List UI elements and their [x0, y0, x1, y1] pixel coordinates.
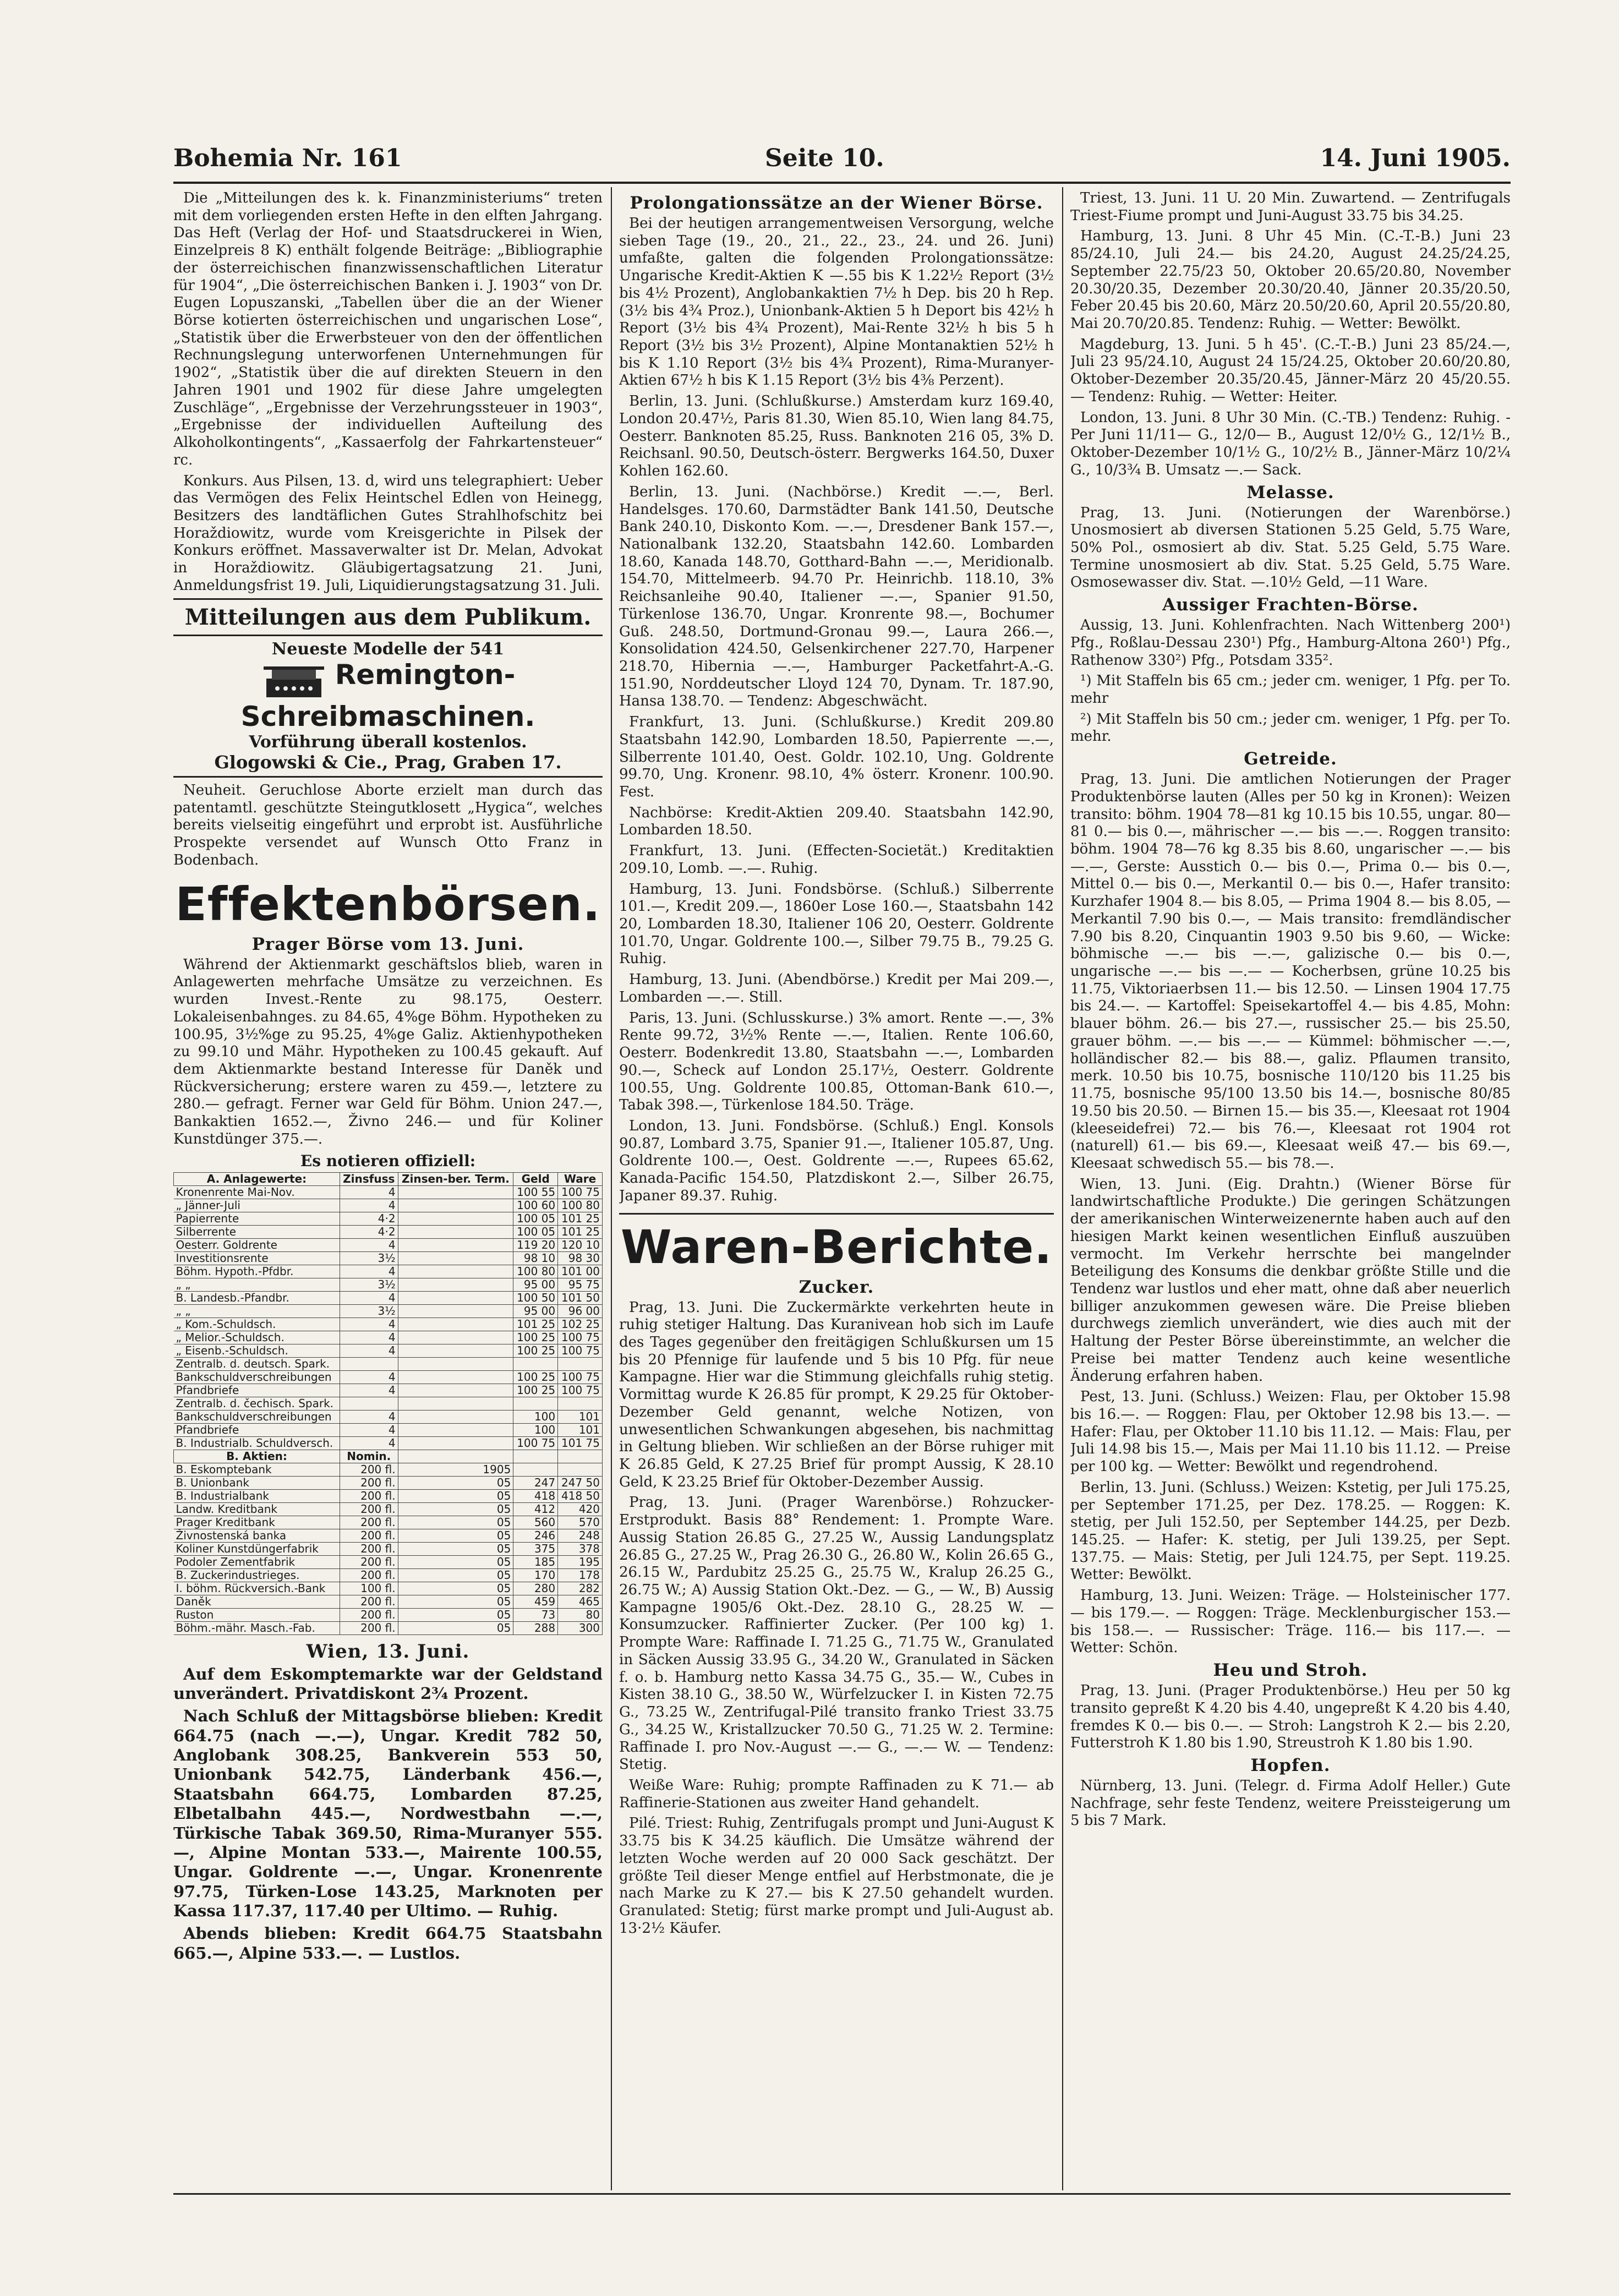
table-cell: [398, 1318, 513, 1331]
prager-boerse-title: Prager Börse vom 13. Juni.: [251, 934, 524, 954]
table-header-cell: Nomin.: [340, 1450, 398, 1463]
table-cell: 101: [558, 1410, 603, 1423]
table-cell: 100 75: [558, 1331, 603, 1344]
table-cell: 246: [513, 1529, 558, 1542]
section-waren-berichte: Waren-Berichte.: [619, 1213, 1054, 1274]
table-header-cell: Zinsfuss: [340, 1172, 398, 1185]
table-cell: 05: [398, 1621, 513, 1634]
wien-title: Wien, 13. Juni.: [306, 1640, 470, 1663]
table-cell: 3½: [340, 1251, 398, 1265]
ad-line-4: Glogowski & Cie., Prag, Graben 17.: [214, 752, 562, 773]
table-cell: 100: [513, 1410, 558, 1423]
section-mitteilungen: Mitteilungen aus dem Publikum.: [173, 598, 603, 630]
table-row: [174, 1423, 603, 1436]
table-cell: B. Eskomptebank: [174, 1463, 340, 1476]
table-header-cell: B. Aktien:: [174, 1450, 340, 1463]
table-cell: 247: [513, 1476, 558, 1489]
article-heu: Prag, 13. Juni. (Prager Produktenbörse.) Heu per 50 kg transito gepreßt K 4.20 bis 4.40, ungepreßt K 4.20 bis 4.40, fremdes K 0.— bis 0.—. — Stroh: Langstroh K 2.— bis 2.20, Futterstroh K 1.80 bis 1.90, Streustroh K 1.80 bis 1.90.: [1070, 1682, 1511, 1752]
header-rule: [173, 182, 1511, 184]
article-melasse: Prag, 13. Juni. (Notierungen der Warenbörse.) Unosmosiert ab diversen Stationen 5.25 Geld, 5.75 Ware, 50% Pol., osmosiert ab div. Stat. 5.25 Geld, 5.75 Ware. Termine unosmosiert ab div. Stat. 5.25 Geld, 5.75 Ware. Osmosewasser div. Stat. —.10½ Geld, —11 Ware.: [1070, 504, 1511, 591]
table-cell: 100 80: [558, 1199, 603, 1212]
table-cell: 101 25: [513, 1318, 558, 1331]
table-cell: 98 10: [513, 1251, 558, 1265]
table-cell: Zentralb. d. deutsch. Spark.: [174, 1357, 340, 1370]
table-row: [174, 1489, 603, 1502]
table-cell: [398, 1344, 513, 1357]
table-cell: 98 30: [558, 1251, 603, 1265]
table-cell: 101 75: [558, 1436, 603, 1450]
table-cell: [398, 1410, 513, 1423]
table-cell: 4: [340, 1238, 398, 1251]
table-row: [174, 1225, 603, 1238]
table-cell: 200 fl.: [340, 1621, 398, 1634]
table-cell: 200 fl.: [340, 1568, 398, 1582]
article-hopfen: Nürnberg, 13. Juni. (Telegr. d. Firma Adolf Heller.) Gute Nachfrage, sehr feste Tendenz, weitere Preissteigerung um 5 bis 7 Mark.: [1070, 1777, 1511, 1829]
table-cell: Kronenrente Mai-Nov.: [174, 1185, 340, 1199]
article-hamburg-fondsboerse: Hamburg, 13. Juni. Fondsbörse. (Schluß.) Silberrente 101.—, Kredit 209.—, 1860er Lose 160.—, Staatsbahn 142 20, Lombarden 18.30, Italiener 106 20, Oesterr. Goldrente 101.70, Ungar. Goldrente 100.—, Silber 79.75 B., 79.25 G. Ruhig.: [619, 881, 1054, 967]
article-hamburg-abendboerse: Hamburg, 13. Juni. (Abendbörse.) Kredit per Mai 209.—, Lombarden —.—. Still.: [619, 971, 1054, 1005]
table-cell: [398, 1251, 513, 1265]
table-cell: [398, 1291, 513, 1304]
table-cell: [340, 1357, 398, 1370]
exchange-rate-table: [173, 1172, 603, 1635]
table-cell: B. Industrialbank: [174, 1489, 340, 1502]
table-row: [174, 1410, 603, 1423]
table-cell: 100 05: [513, 1212, 558, 1225]
aussiger-title: Aussiger Frachten-Börse.: [1162, 595, 1419, 615]
header-publication: Bohemia Nr. 161: [173, 144, 402, 172]
table-cell: 200 fl.: [340, 1489, 398, 1502]
table-cell: [340, 1397, 398, 1410]
table-cell: 178: [558, 1568, 603, 1582]
table-cell: 200 fl.: [340, 1529, 398, 1542]
table-cell: [398, 1225, 513, 1238]
table-row: [174, 1370, 603, 1384]
table-cell: 05: [398, 1568, 513, 1582]
table-cell: 4·2: [340, 1225, 398, 1238]
table-row: [174, 1463, 603, 1476]
table-cell: 465: [558, 1595, 603, 1608]
table-row: [174, 1265, 603, 1278]
table-cell: „ „: [174, 1278, 340, 1291]
table-cell: 195: [558, 1555, 603, 1568]
table-cell: 100 80: [513, 1265, 558, 1278]
table-cell: 4: [340, 1344, 398, 1357]
table-row: [174, 1621, 603, 1634]
table-cell: 05: [398, 1595, 513, 1608]
table-cell: 170: [513, 1568, 558, 1582]
table-cell: 100 50: [513, 1291, 558, 1304]
article-zucker-warenboerse: Prag, 13. Juni. (Prager Warenbörse.) Rohzucker-Erstprodukt. Basis 88° Rendement: 1. Prompte Ware. Aussig Station 26.85 G., 27.25 W., Aussig Landungsplatz 26.85 G., 27.25 W., Prag 26.30 G., 26.80 W., Kolin 26.65 G., 26.15 W., Pardubitz 25.25 G., 25.75 W., Kralup 26.25 G., 26.75 W.; A) Aussig Station Okt.-Dez. — G., — W., B) Aussig Kampagne 1905/6 Okt.-Dez. 28.10 G., 28.25 W. — Konsumzucker. Raffinierter Zucker. (Per 100 kg) 1. Prompte Ware: Raffinade I. 71.25 G., 71.75 W., Granulated in Säcken Aussig 33.95 G., 34.20 W., Granulated in Säcken f. o. b. Hamburg netto Kassa 34.75 G., 35.— W., Cubes in Kisten 38.10 G., 38.50 W., Würfelzucker I. in Kisten 72.75 G., 73.25 W., Zentrifugal-Pilé transito franko Triest 33.75 G., 34.25 W., Kristallzucker 70.50 G., 71.25 W. 2. Termine: Raffinade I. pro Nov.-August —.— G., —.— W. — Tendenz: Stetig.: [619, 1494, 1054, 1773]
footnote-2: ²) Mit Staffeln bis 50 cm.; jeder cm. weniger, 1 Pfg. per To. mehr.: [1070, 710, 1511, 745]
table-cell: 101 00: [558, 1265, 603, 1278]
article-weisse-ware: Weiße Ware: Ruhig; prompte Raffinaden zu K 71.— ab Raffinerie-Stationen aus zweiter Hand gehandelt.: [619, 1776, 1054, 1811]
table-row: [174, 1344, 603, 1357]
table-cell: [513, 1357, 558, 1370]
table-row: [174, 1516, 603, 1529]
table-cell: 280: [513, 1582, 558, 1595]
table-row: [174, 1542, 603, 1555]
zucker-title: Zucker.: [798, 1277, 874, 1297]
table-header-cell: Geld: [513, 1172, 558, 1185]
table-cell: Bankschuldverschreibungen: [174, 1410, 340, 1423]
table-cell: 375: [513, 1542, 558, 1555]
table-cell: 95 00: [513, 1304, 558, 1318]
page-header: [173, 144, 1511, 177]
heu-title: Heu und Stroh.: [1213, 1660, 1368, 1681]
table-cell: 101 50: [558, 1291, 603, 1304]
table-cell: 119 20: [513, 1238, 558, 1251]
table-cell: „ Eisenb.-Schuldsch.: [174, 1344, 340, 1357]
article-frankfurt-societaet: Frankfurt, 13. Juni. (Effecten-Societät.) Kreditaktien 209.10, Lomb. —.—. Ruhig.: [619, 843, 1054, 877]
table-cell: Investitionsrente: [174, 1251, 340, 1265]
table-cell: [398, 1199, 513, 1212]
table-cell: B. Zuckerindustrieges.: [174, 1568, 340, 1582]
hopfen-title: Hopfen.: [1250, 1755, 1331, 1775]
table-cell: [398, 1212, 513, 1225]
table-cell: 100 75: [558, 1370, 603, 1384]
header-page-number: Seite 10.: [765, 144, 884, 172]
table-cell: [398, 1436, 513, 1450]
table-caption: Es notieren offiziell:: [300, 1151, 476, 1170]
table-cell: 95 00: [513, 1278, 558, 1291]
article-prolongation: Bei der heutigen arrangementweisen Versorgung, welche sieben Tage (19., 20., 21., 22., 23., 24. und 26. Juni) umfaßte, galten die folgenden Prolongationssätze: Ungarische Kredit-Aktien K —.55 bis K 1.22½ Report (3½ bis 4½ Prozent), Anglobankaktien 7½ h Dep. bis 20 h Rep. (3½ bis 4¾ Proz.), Unionbank-Aktien 5 h Deport bis 42½ h Report (3½ bis 4¾ Prozent), Mai-Rente 32½ h bis 5 h Report (3½ bis 3½ Prozent), Alpine Montanaktien 52½ h bis K 1.10 Report (3½ bis 4¾ Prozent), Rima-Muranyer-Aktien 67½ h bis K 1.15 Report (3½ bis 4⅜ Perzent).: [619, 215, 1054, 389]
table-row: [174, 1304, 603, 1318]
table-cell: 100 25: [513, 1344, 558, 1357]
table-cell: Böhm. Hypoth.-Pfdbr.: [174, 1265, 340, 1278]
table-cell: 100 55: [513, 1185, 558, 1199]
article-finanzministerium: Die „Mitteilungen des k. k. Finanzministeriums“ treten mit dem vorliegenden ersten Hefte in den elften Jahrgang. Das Heft (Verlag der Hof- und Staatsdruckerei in Wien, Einzelpreis 8 K) enthält folgende Beiträge: „Bibliographie der österreichischen finanzwissenschaftlichen Literatur für 1904“, „Die österreichischen Banken i. J. 1903“ von Dr. Eugen Lopuszanski, „Tabellen über die an der Wiener Börse kotierten österreichischen und ungarischen Lose“, „Statistik über die Erwerbsteuer von den der öffentlichen Rechnungslegung unterworfenen Unternehmungen für 1902“, „Statistik über die auf direkten Steuern in den Jahren 1901 und 1902 für diese Jahre umgelegten Zuschläge“, „Ergebnisse der Verzehrungssteuer in 1903“, „Ergebnisse der individuellen Aufteilung des Alkoholkontingents“, „Kassaerfolg der Fahrkartensteuer“ rc.: [173, 190, 603, 468]
table-cell: Pfandbriefe: [174, 1384, 340, 1397]
table-cell: 4: [340, 1370, 398, 1384]
table-cell: Böhm.-mähr. Masch.-Fab.: [174, 1621, 340, 1634]
table-row: [174, 1185, 603, 1199]
column-3: [1070, 190, 1511, 2190]
table-cell: „ Kom.-Schuldsch.: [174, 1318, 340, 1331]
table-cell: 05: [398, 1608, 513, 1621]
article-berlin-schluss: Berlin, 13. Juni. (Schlußkurse.) Amsterdam kurz 169.40, London 20.47½, Paris 81.30, Wien 85.10, Wien lang 84.75, Oesterr. Banknoten 85.25, Russ. Banknoten 216 05, 3% D. Reichsanl. 90.50, Deutsch-österr. Bergwerks 164.50, Duxer Kohlen 162.60.: [619, 393, 1054, 480]
table-row: [174, 1595, 603, 1608]
table-cell: B. Unionbank: [174, 1476, 340, 1489]
table-cell: 96 00: [558, 1304, 603, 1318]
table-cell: 3½: [340, 1304, 398, 1318]
table-cell: 05: [398, 1582, 513, 1595]
article-magdeburg: Magdeburg, 13. Juni. 5 h 45'. (C.-T.-B.) Juni 23 85/24.—, Juli 23 95/24.10, August 24 15/24.25, Oktober 20.60/20.80, Oktober-Dezember 20.35/20.45, Jänner-März 20 45/20.55. — Tendenz: Ruhig. — Wetter: Heiter.: [1070, 336, 1511, 405]
table-cell: 185: [513, 1555, 558, 1568]
table-cell: Daněk: [174, 1595, 340, 1608]
table-cell: [558, 1463, 603, 1476]
table-row: [174, 1436, 603, 1450]
article-triest: Triest, 13. Juni. 11 U. 20 Min. Zuwartend. — Zentrifugals Triest-Fiume prompt und Juni-August 33.75 bis 34.25.: [1070, 190, 1511, 224]
article-getreide-berlin: Berlin, 13. Juni. (Schluss.) Weizen: Kstetig, per Juli 175.25, per September 171.25, per Dez. 178.25. — Roggen: K. stetig, per Juli 152.50, per September 144.25, per Dezb. 145.25. — Hafer: K. stetig, per Juli 139.25, per Sept. 137.75. — Mais: Stetig, per Juli 124.75, per Sept. 119.25. Wetter: Bewölkt.: [1070, 1479, 1511, 1583]
article-kohlenfrachten: Aussig, 13. Juni. Kohlenfrachten. Nach Wittenberg 200¹) Pfg., Roßlau-Dessau 230¹) Pfg., Hamburg-Altona 260¹) Pfg., Rathenow 330²) Pfg., Potsdam 335².: [1070, 617, 1511, 669]
table-cell: Podoler Zementfabrik: [174, 1555, 340, 1568]
table-row: [174, 1397, 603, 1410]
table-cell: 100 25: [513, 1384, 558, 1397]
table-row: [174, 1555, 603, 1568]
table-cell: 100 75: [513, 1436, 558, 1450]
table-cell: B. Industrialb. Schuldversch.: [174, 1436, 340, 1450]
table-row: [174, 1318, 603, 1331]
table-cell: 200 fl.: [340, 1608, 398, 1621]
table-cell: 282: [558, 1582, 603, 1595]
table-row: [174, 1582, 603, 1595]
article-frankfurt-nachboerse: Nachbörse: Kredit-Aktien 209.40. Staatsbahn 142.90, Lombarden 18.50.: [619, 804, 1054, 839]
table-cell: 4: [340, 1318, 398, 1331]
table-cell: 05: [398, 1542, 513, 1555]
table-cell: [398, 1185, 513, 1199]
table-cell: [398, 1370, 513, 1384]
table-cell: 100 fl.: [340, 1582, 398, 1595]
article-frankfurt-schluss: Frankfurt, 13. Juni. (Schlußkurse.) Kredit 209.80 Staatsbahn 142.90, Lombarden 18.50, Papierrente —.—, Silberrente 101.40, Oest. Goldr. 102.10, Ung. Goldrente 99.70, Ung. Kronenr. 98.10, 4% österr. Kronenr. 100.90. Fest.: [619, 714, 1054, 800]
table-cell: 101: [558, 1423, 603, 1436]
article-getreide-prag: Prag, 13. Juni. Die amtlichen Notierungen der Prager Produktenbörse lauten (Alles per 50 kg in Kronen): Weizen transito: böhm. 1904 78—81 kg 10.15 bis 10.55, ungar. 80—81 0.— bis 0.—, mährischer —.— bis —.—. Roggen transito: böhm. 1904 78—76 kg 8.35 bis 8.60, ungarischer —.— bis —.—, Gerste: Ausstich 0.— bis 0.—, Prima 0.— bis 0.—, Mittel 0.— bis 0.—, Merkantil 0.— bis 0.—, Hafer transito: Kurzhafer 1904 8.— bis 8.05, — Prima 1904 8.— bis 8.05, — Merkantil 7.90 bis 0.—, — Mais transito: fremdländischer 7.90 bis 8.20, Cinquantin 1903 9.50 bis 9.60, — Wicke: böhmische —.— bis —.—, galizische 0.— bis 0.—, ungarische —.— bis —.— — Kocherbsen, grüne 10.25 bis 11.75, Viktoriaerbsen 11.— bis 12.50. — Linsen 1904 17.75 bis 24.—. — Kartoffel: Speisekartoffel 4.— bis 4.85, Mohn: blauer böhm. 26.— bis 27.—, russischer 25.— bis 25.50, grauer böhm. —.— bis —.— — Kümmel: böhmischer —.—, holländischer 82.— bis 88.—, galiz. Pflaumen transito, merk. 10.50 bis 10.75, bosnische 110/120 bis 11.25 bis 11.75, bosnische 95/100 13.50 bis 14.—, bosnische 80/85 19.50 bis 20.50. — Birnen 15.— bis 35.—, Kleesaat rot 1904 (kleeseidefrei) 72.— bis 76.—, Kleesaat rot 1904 rot (naturell) 61.— bis 69.—, Kleesaat weiß 47.— bis 69.—, Kleesaat schwedisch 55.— bis 78.—.: [1070, 771, 1511, 1172]
article-mittagsboerse: Nach Schluß der Mittagsbörse blieben: Kredit 664.75 (nach —.—), Ungar. Kredit 782 50, Anglobank 308.25, Bankverein 553 50, Unionbank 542.75, Länderbank 456.—, Staatsbahn 664.75, Lombarden 87.25, Elbetalbahn 445.—, Nordwestbahn —.—, Türkische Tabak 369.50, Rima-Muranyer 555.—, Alpine Montan 533.—, Mairente 100.55, Ungar. Goldrente —.—, Ungar. Kronenrente 97.75, Türken-Lose 143.25, Marknoten per Kassa 117.37, 117.40 per Ultimo. — Ruhig.: [173, 1707, 603, 1921]
table-cell: [398, 1384, 513, 1397]
table-cell: Prager Kreditbank: [174, 1516, 340, 1529]
table-cell: 247 50: [558, 1476, 603, 1489]
table-cell: [558, 1357, 603, 1370]
article-berlin-nachboerse: Berlin, 13. Juni. (Nachbörse.) Kredit —.—, Berl. Handelsges. 170.60, Darmstädter Bank 141.50, Deutsche Bank 240.10, Diskonto Kom. —.—, Dresdener Bank 157.—, Nationalbank 132.20, Staatsbahn 142.60. Lombarden 18.60, Kanada 148.70, Gotthard-Bahn —.—, Meridionalb. 154.70, Mittelmeerb. 94.70 Pr. Heinrichb. 118.10, 3% Reichsanleihe 90.40, Italiener —.—, Spanier 91.50, Türkenlose 136.70, Ungar. Kronrente 98.—, Bochumer Guß. 248.50, Dortmund-Gronau 99.—, Laura 266.—, Konsolidation 424.50, Gelsenkirchener 227.70, Harpener 218.70, Hibernia —.—, Hamburger Packetfahrt-A.-G. 151.90, Norddeutscher Lloyd 124 70, Dynam. Tr. 187.90, Hansa 138.70. — Tendenz: Abgeschwächt.: [619, 483, 1054, 710]
table-cell: [398, 1265, 513, 1278]
table-row: [174, 1238, 603, 1251]
table-cell: 101 25: [558, 1212, 603, 1225]
table-cell: 4: [340, 1185, 398, 1199]
table-header-cell: A. Anlagewerte:: [174, 1172, 340, 1185]
table-cell: 200 fl.: [340, 1502, 398, 1516]
table-row: [174, 1278, 603, 1291]
table-cell: 459: [513, 1595, 558, 1608]
ad-line-2: Remington-Schreibmaschinen.: [240, 658, 535, 733]
article-getreide-pest: Pest, 13. Juni. (Schluss.) Weizen: Flau, per Oktober 15.98 bis 16.—. — Roggen: Flau, per Oktober 12.98 bis 13.—. — Hafer: Flau, per Oktober 11.10 bis 11.12. — Mais: Flau, per Juli 14.98 bis 15.—, Mais per Mai 11.10 bis 11.12. — Preise per 100 kg. — Wetter: Bewölkt und regendrohend.: [1070, 1388, 1511, 1475]
table-cell: 120 10: [558, 1238, 603, 1251]
table-cell: 378: [558, 1542, 603, 1555]
table-cell: [513, 1463, 558, 1476]
table-cell: 100 75: [558, 1384, 603, 1397]
table-cell: [398, 1238, 513, 1251]
table-cell: B. Landesb.-Pfandbr.: [174, 1291, 340, 1304]
table-cell: 05: [398, 1489, 513, 1502]
table-cell: Pfandbriefe: [174, 1423, 340, 1436]
article-abends: Abends blieben: Kredit 664.75 Staatsbahn 665.—, Alpine 533.—. — Lustlos.: [173, 1924, 603, 1962]
table-row: [174, 1251, 603, 1265]
ad-line-1: Neueste Modelle der 541: [271, 639, 505, 659]
table-cell: [398, 1331, 513, 1344]
article-london-zucker: London, 13. Juni. 8 Uhr 30 Min. (C.-TB.) Tendenz: Ruhig. - Per Juni 11/11— G., 12/0— B., August 12/0½ G., 12/1½ B., Oktober-Dezember 10/1½ G., 10/2½ B., Jänner-März 10/2¼ G., 10/3¾ B. Umsatz —.— Sack.: [1070, 409, 1511, 478]
table-cell: 248: [558, 1529, 603, 1542]
table-cell: [558, 1397, 603, 1410]
table-cell: „ „: [174, 1304, 340, 1318]
article-getreide-wien: Wien, 13. Juni. (Eig. Drahtn.) (Wiener Börse für landwirtschaftliche Produkte.) Die geringen Schätzungen der amerikanischen Winterweizenernte haben auch auf den hiesigen Markt keinen wesentlichen Einfluß auszuüben vermocht. Im Verkehr herrschte bei mangelnder Beteiligung des Konsums die denkbar größte Stille und die Tendenz war lustlos und eher matt, ohne daß aber neuerlich billiger anzukommen gewesen wäre. Die Preise blieben durchwegs ziemlich unverändert, wie dies auch mit der Haltung der Pester Börse übereinstimmte, an welcher die Preise bei matter Tendenz auch keine wesentliche Änderung erfahren haben.: [1070, 1176, 1511, 1385]
table-cell: [398, 1357, 513, 1370]
table-cell: 412: [513, 1502, 558, 1516]
article-eskomptemarkt: Auf dem Eskomptemarkte war der Geldstand unverändert. Privatdiskont 2¾ Prozent.: [173, 1664, 603, 1703]
table-header-cell: Ware: [558, 1172, 603, 1185]
column-2: [619, 190, 1054, 2190]
article-konkurs: Konkurs. Aus Pilsen, 13. d, wird uns telegraphiert: Ueber das Vermögen des Felix Heintschel Edlen von Heinegg, Besitzers des landtäflichen Gutes Strahlhofschitz bei Horaždiowitz, wurde vom Kreisgerichte in Pilsek der Konkurs eröffnet. Massaverwalter ist Dr. Melan, Advokat in Horaždiowitz. Gläubigertagsatzung 21. Juni, Anmeldungsfrist 19. Juli, Liquidierungstagsatzung 31. Juli.: [173, 472, 603, 594]
column-divider: [1062, 187, 1063, 2190]
table-row: [174, 1199, 603, 1212]
table-cell: 1905: [398, 1463, 513, 1476]
article-zucker-prag: Prag, 13. Juni. Die Zuckermärkte verkehrten heute in ruhig stetiger Haltung. Das Kuranivean hob sich im Laufe des Tages gegenüber den freitägigen Schlußkursen um 15 bis 20 Pfennige für laufende und 5 bis 10 Pfg. für neue Kampagne. Hier war die Stimmung gleichfalls ruhig stetig. Vormittag wurde K 26.85 für prompt, K 29.25 für Oktober-Dezember Geld genannt, welche Notizen, von unwesentlichen Schwankungen abgesehen, bis nachmittag in Geltung blieben. Wir schließen an der Börse ruhiger mit K 26.85 Geld, K 27.25 Brief für prompt Aussig, K 28.10 Geld, K 23.25 Brief für Oktober-Dezember Aussig.: [619, 1299, 1054, 1490]
article-hamburg-zucker: Hamburg, 13. Juni. 8 Uhr 45 Min. (C.-T.-B.) Juni 23 85/24.10, Juli 24.— bis 24.20, August 24.25/24.25, September 22.75/23 50, Oktober 20.65/20.80, November 20.30/20.35, Dezember 20.30/20.40, Jänner 20.35/20.50, Feber 20.45 bis 20.60, März 20.50/20.60, April 20.55/20.80, Mai 20.70/20.85. Tendenz: Ruhig. — Wetter: Bewölkt.: [1070, 228, 1511, 332]
table-cell: 100: [513, 1423, 558, 1436]
column-1: [173, 190, 603, 2190]
table-cell: 200 fl.: [340, 1476, 398, 1489]
table-cell: 4: [340, 1291, 398, 1304]
table-cell: 420: [558, 1502, 603, 1516]
table-cell: 05: [398, 1502, 513, 1516]
table-row: [174, 1529, 603, 1542]
table-cell: Živnostenská banka: [174, 1529, 340, 1542]
table-cell: „ Melior.-Schuldsch.: [174, 1331, 340, 1344]
table-cell: 100 25: [513, 1331, 558, 1344]
table-cell: 3½: [340, 1278, 398, 1291]
table-row: [174, 1476, 603, 1489]
table-cell: 100 75: [558, 1344, 603, 1357]
article-london: London, 13. Juni. Fondsbörse. (Schluß.) Engl. Konsols 90.87, Lombard 3.75, Spanier 91.—, Italiener 105.87, Ung. Goldrente 100.—, Oest. Goldrente —.—, Rupees 65.62, Kanada-Pacific 154.50, Platzdiskont 2.—, Silber 26.75, Japaner 89.37. Ruhig.: [619, 1117, 1054, 1204]
table-cell: 100 60: [513, 1199, 558, 1212]
table-cell: Bankschuldverschreibungen: [174, 1370, 340, 1384]
footnote-1: ¹) Mit Staffeln bis 65 cm.; jeder cm. weniger, 1 Pfg. per To. mehr: [1070, 673, 1511, 707]
table-cell: 4: [340, 1199, 398, 1212]
table-cell: 200 fl.: [340, 1595, 398, 1608]
table-cell: Silberrente: [174, 1225, 340, 1238]
table-cell: „ Jänner-Juli: [174, 1199, 340, 1212]
table-cell: 102 25: [558, 1318, 603, 1331]
table-cell: Ruston: [174, 1608, 340, 1621]
typewriter-icon: [261, 662, 327, 701]
table-cell: 101 25: [558, 1225, 603, 1238]
table-row: [174, 1331, 603, 1344]
footer-rule: [173, 2193, 1511, 2195]
getreide-title: Getreide.: [1244, 749, 1337, 769]
table-cell: Landw. Kreditbank: [174, 1502, 340, 1516]
table-row: [174, 1568, 603, 1582]
table-header-cell: Zinsen-ber. Term.: [398, 1172, 513, 1185]
article-neuheit: Neuheit. Geruchlose Aborte erzielt man durch das patentamtl. geschützte Steingutklosett „Hygica“, welches bereits vielseitig eingeführt und erprobt ist. Ausführliche Prospekte versendet auf Wunsch Otto Franz in Bodenbach.: [173, 782, 603, 868]
column-divider: [611, 187, 612, 2190]
table-row: [174, 1357, 603, 1370]
table-cell: 05: [398, 1555, 513, 1568]
header-date: 14. Juni 1905.: [1320, 144, 1511, 172]
article-paris: Paris, 13. Juni. (Schlusskurse.) 3% amort. Rente —.—, 3% Rente 99.72, 3½% Rente —.—, Italien. Rente 106.60, Oesterr. Bodenkredit 13.80, Staatsbahn —.—, Lombarden 90.—, Scheck auf London 25.17½, Oesterr. Goldrente 100.55, Ung. Goldrente 100.85, Ottoman-Bank 610.—, Tabak 398.—, Türkenlose 184.50. Träge.: [619, 1009, 1054, 1114]
table-cell: 288: [513, 1621, 558, 1634]
table-cell: 418 50: [558, 1489, 603, 1502]
table-cell: 200 fl.: [340, 1555, 398, 1568]
table-cell: Zentralb. d. čechisch. Spark.: [174, 1397, 340, 1410]
table-row: [174, 1608, 603, 1621]
table-cell: 05: [398, 1516, 513, 1529]
table-cell: 73: [513, 1608, 558, 1621]
table-cell: 4: [340, 1436, 398, 1450]
table-cell: Koliner Kunstdüngerfabrik: [174, 1542, 340, 1555]
table-row: [174, 1502, 603, 1516]
table-cell: 560: [513, 1516, 558, 1529]
table-cell: 4: [340, 1410, 398, 1423]
table-cell: [513, 1397, 558, 1410]
table-cell: 4·2: [340, 1212, 398, 1225]
table-cell: 200 fl.: [340, 1516, 398, 1529]
table-cell: 05: [398, 1476, 513, 1489]
table-cell: Papierrente: [174, 1212, 340, 1225]
table-cell: 100 75: [558, 1185, 603, 1199]
table-cell: 4: [340, 1423, 398, 1436]
advertisement-remington: [173, 635, 603, 778]
table-cell: [398, 1423, 513, 1436]
table-cell: 80: [558, 1608, 603, 1621]
table-cell: 95 75: [558, 1278, 603, 1291]
table-cell: I. böhm. Rückversich.-Bank: [174, 1582, 340, 1595]
table-row: [174, 1212, 603, 1225]
prolongation-title: Prolongationssätze an der Wiener Börse.: [630, 193, 1043, 213]
table-cell: 300: [558, 1621, 603, 1634]
section-effektenboersen: Effektenbörsen.: [175, 877, 601, 931]
table-cell: 05: [398, 1529, 513, 1542]
table-cell: 4: [340, 1331, 398, 1344]
table-cell: 570: [558, 1516, 603, 1529]
table-cell: Oesterr. Goldrente: [174, 1238, 340, 1251]
table-row: [174, 1384, 603, 1397]
article-pile: Pilé. Triest: Ruhig, Zentrifugals prompt und Juni-August K 33.75 bis K 34.25 käuflich. Die Umsätze während der letzten Woche werden auf 20 000 Sack geschätzt. Der größte Teil dieser Menge entfiel auf Herbstmonate, die je nach Marke zu K 27.— bis K 27.50 gehandelt wurden. Granulated: Stetig; fürst marke prompt und Juli-August ab. 13·2½ Käufer.: [619, 1815, 1054, 1937]
article-getreide-hamburg: Hamburg, 13. Juni. Weizen: Träge. — Holsteinischer 177.— bis 179.—. — Roggen: Träge. Mecklenburgischer 153.— bis 158.—. — Russischer: Träge. 116.— bis 117.—. — Wetter: Schön.: [1070, 1587, 1511, 1657]
table-cell: [398, 1397, 513, 1410]
table-cell: 200 fl.: [340, 1463, 398, 1476]
table-cell: [398, 1304, 513, 1318]
table-cell: 100 25: [513, 1370, 558, 1384]
article-prager-boerse: Während der Aktienmarkt geschäftslos blieb, waren in Anlagewerten mehrfache Umsätze zu verzeichnen. Es wurden Invest.-Rente zu 98.175, Oesterr. Lokaleisenbahnges. zu 84.65, 4%ge Böhm. Hypotheken zu 100.95, 3½%ge zu 95.25, 4%ge Galiz. Aktienhypotheken zu 99.10 und Mähr. Hypotheken zu 100.45 gekauft. Auf dem Aktienmarkte bestand Interesse für Daněk und Rückversicherung; erstere waren zu 459.—, letztere zu 280.— gefragt. Ferner war Geld für Böhm. Union 247.—, Bankaktien 1652.—, Živno 246.— und für Koliner Kunstdünger 375.—.: [173, 956, 603, 1147]
melasse-title: Melasse.: [1246, 482, 1334, 502]
table-cell: 418: [513, 1489, 558, 1502]
table-cell: 200 fl.: [340, 1542, 398, 1555]
table-row: [174, 1291, 603, 1304]
table-cell: [398, 1278, 513, 1291]
table-cell: 100 05: [513, 1225, 558, 1238]
table-cell: 4: [340, 1265, 398, 1278]
ad-line-3: Vorführung überall kostenlos.: [249, 732, 527, 752]
table-cell: 4: [340, 1384, 398, 1397]
